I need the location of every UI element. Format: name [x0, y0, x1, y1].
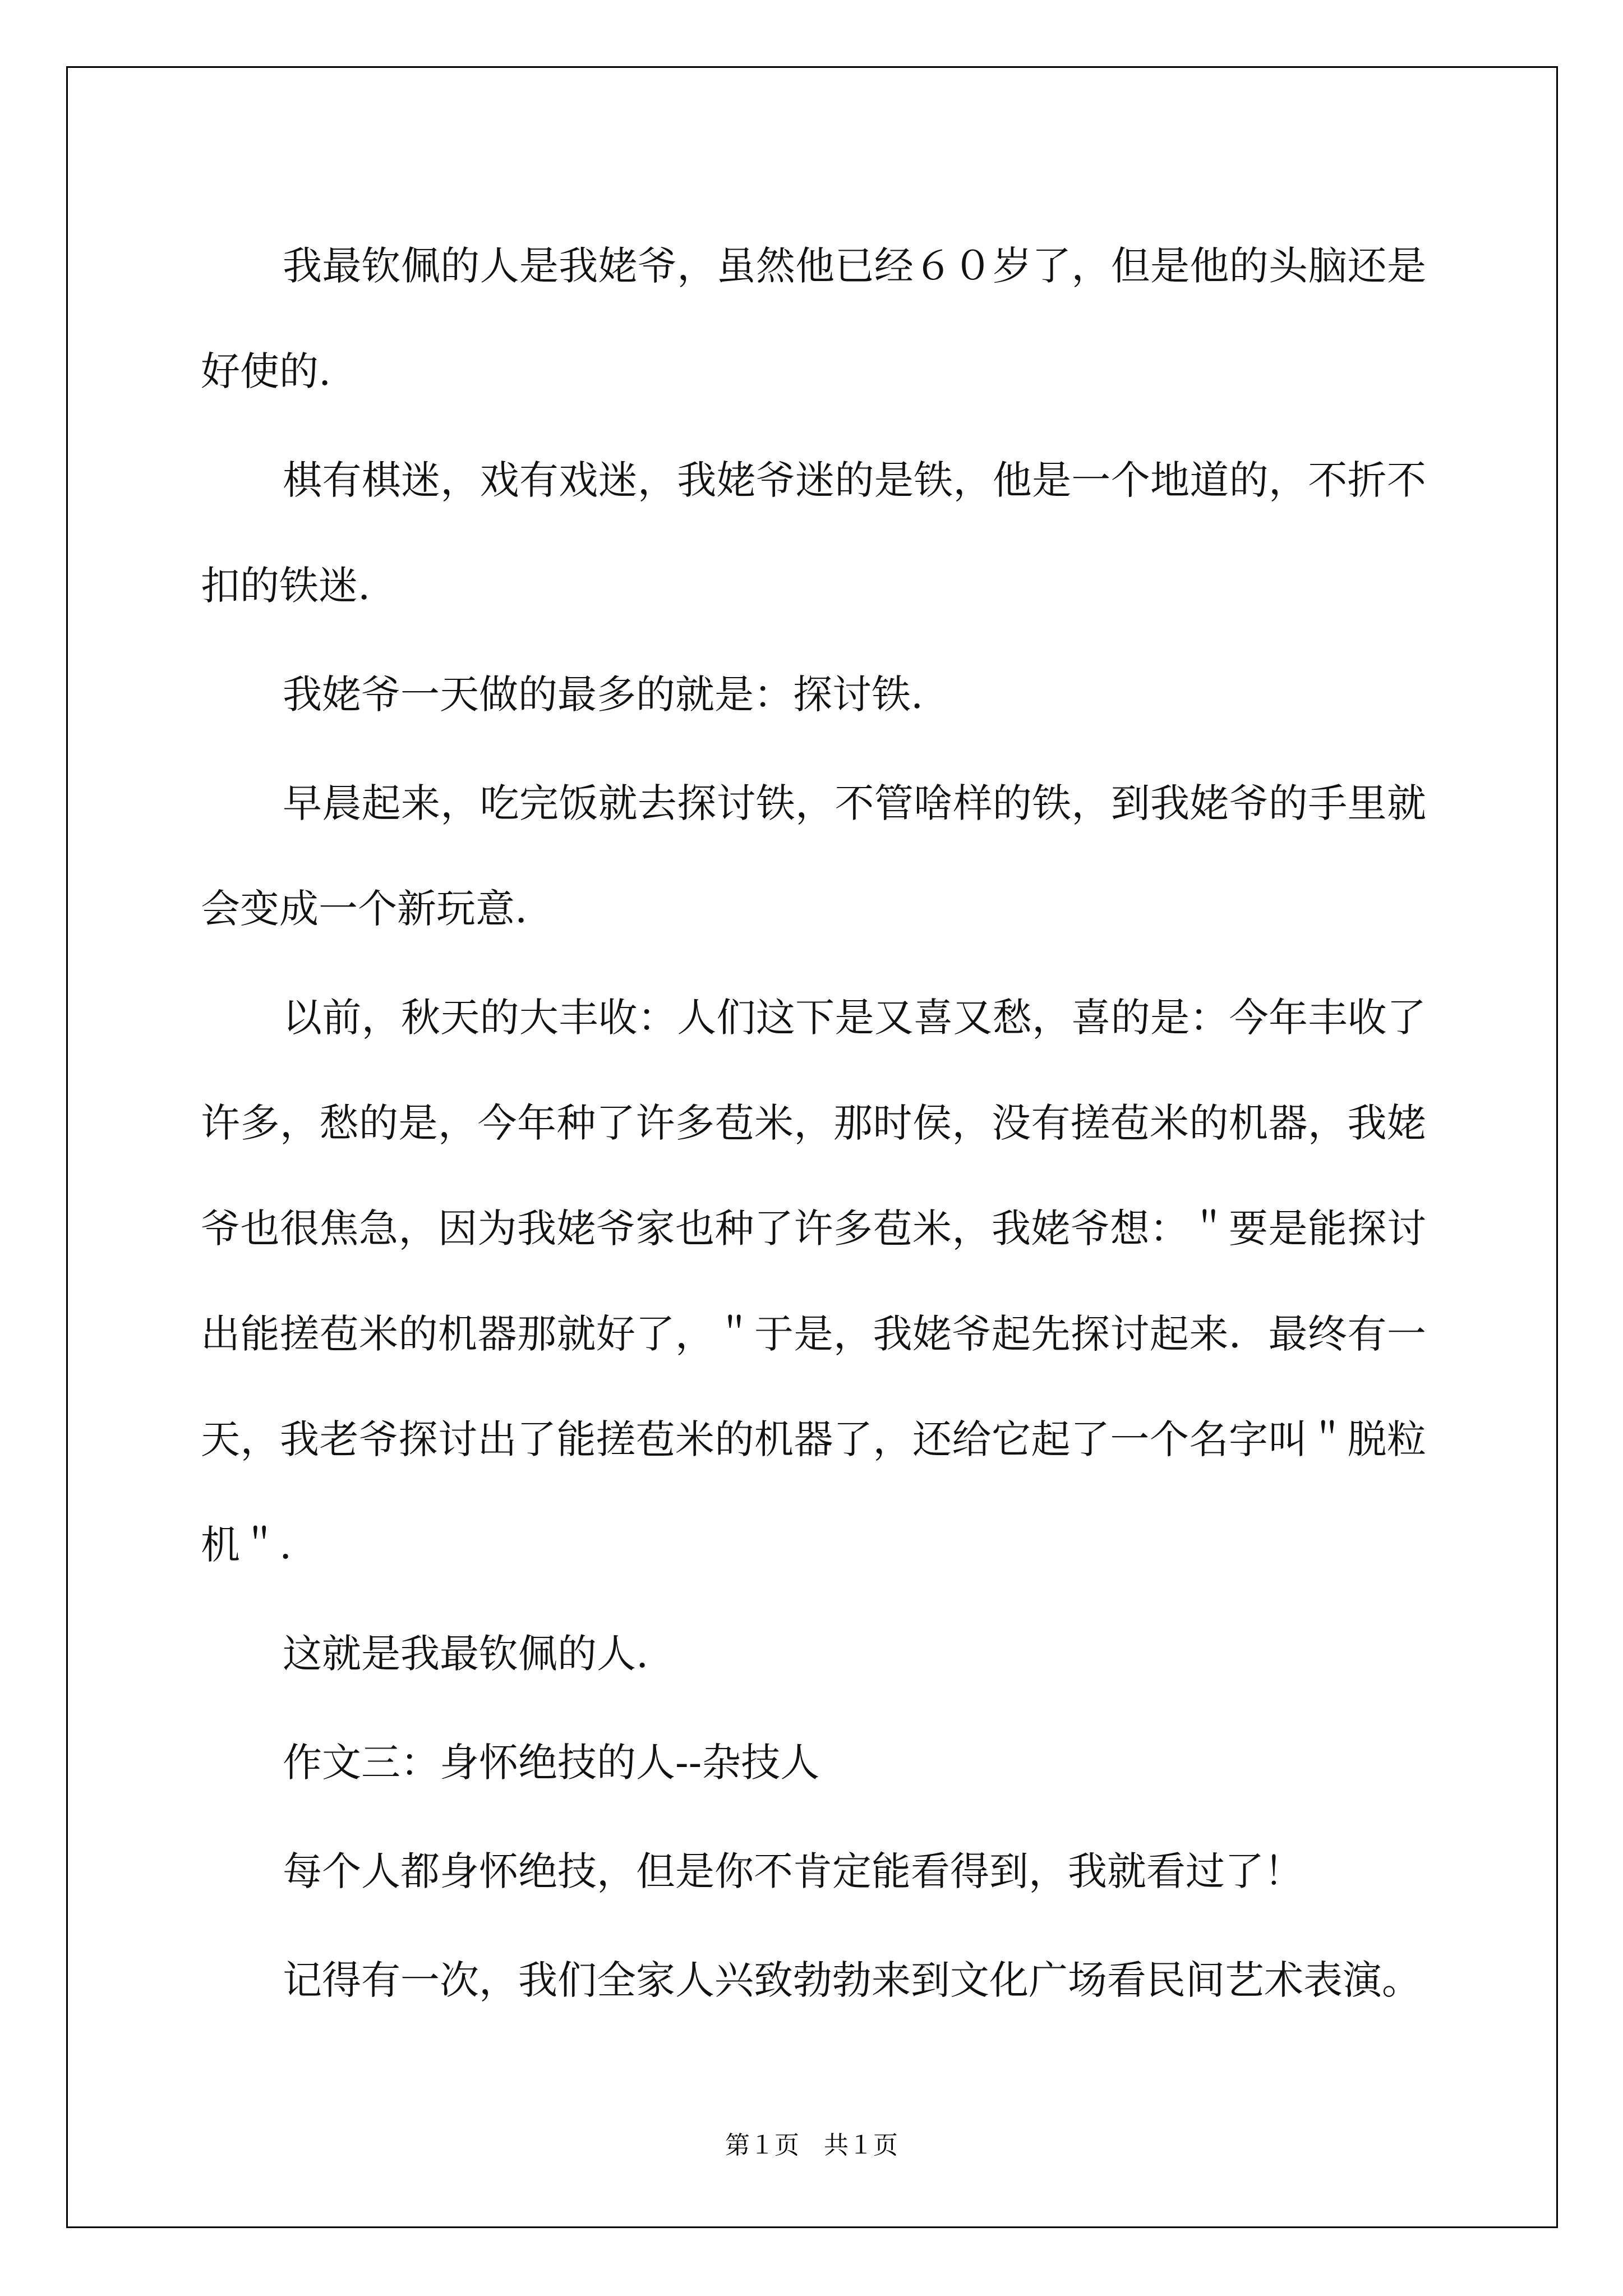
paragraph-7: 每个人都身怀绝技，但是你不肯定能看得到，我就看过了！ — [283, 1848, 1303, 1894]
paragraph-2: 棋有棋迷，戏有戏迷，我姥爷迷的是铁，他是一个地道的，不折不扣的铁迷. — [201, 457, 1426, 609]
document-body — [201, 213, 1426, 2036]
section-heading: 作文三：身怀绝技的人--杂技人 — [283, 1740, 820, 1786]
paragraph-3: 我姥爷一天做的最多的就是：探讨铁. — [283, 671, 924, 717]
paragraph-1: 我最钦佩的人是我姥爷，虽然他已经６０岁了，但是他的头脑还是好使的. — [201, 243, 1426, 394]
paragraph-5: 以前，秋天的大丰收：人们这下是又喜又愁，喜的是：今年丰收了许多，愁的是，今年种了许多苞米，那时侯，没有搓苞米的机器，我姥爷也很焦急，因为我姥爷家也种了许多苞米，我姥爷想：＂要是能探讨出能搓苞米的机器那就好了，＂于是，我姥爷起先探讨起来．最终有一天，我老爷探讨出了能搓苞米的机器了，还给它起了一个名字叫＂脱粒机＂. — [201, 995, 1426, 1568]
paragraph-4: 早晨起来，吃完饭就去探讨铁，不管啥样的铁，到我姥爷的手里就会变成一个新玩意. — [201, 780, 1426, 932]
page-footer: 第１页 共１页 — [725, 2131, 898, 2160]
paragraph-8: 记得有一次，我们全家人兴致勃勃来到文化广场看民间艺术表演。 — [283, 1957, 1421, 2003]
paragraph-6: 这就是我最钦佩的人. — [283, 1631, 649, 1677]
